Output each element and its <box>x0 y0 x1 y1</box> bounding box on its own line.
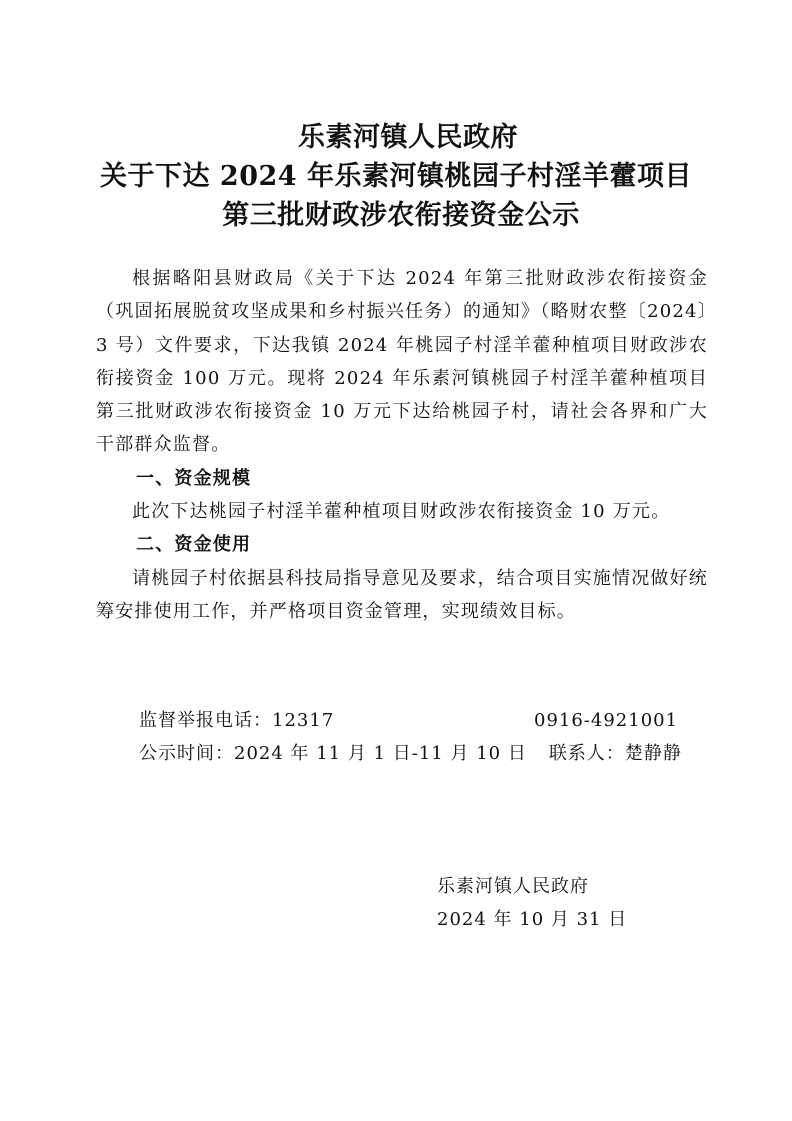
hotline-label: 监督举报电话： <box>139 710 272 731</box>
intro-paragraph: 根据略阳县财政局《关于下达 2024 年第三批财政涉农衔接资金（巩固拓展脱贫攻坚成果和乡村振兴任务）的通知》（略财农整〔2024〕3 号）文件要求，下达我镇 2024 年桃园子村淫羊藿种植项目财政涉农衔接资金 100 万元。现将 2024 年乐素河镇桃园子村淫羊藿种植项目第三批财政涉农衔接资金 10 万元下达给桃园子村，请社会各界和广大干部群众监督。 <box>96 268 708 456</box>
title-subject: 关于下达 2024 年乐素河镇桃园子村淫羊藿项目 <box>100 161 692 192</box>
title-issuer: 乐素河镇人民政府 <box>298 122 518 153</box>
period-label: 公示时间： <box>139 743 234 764</box>
contact-info <box>139 704 719 770</box>
signature-date: 2024 年 10 月 31 日 <box>437 909 628 930</box>
hotline-number-1: 12317 <box>272 710 335 731</box>
contact-person-name: 楚静静 <box>624 743 682 764</box>
document-body <box>96 262 708 628</box>
section2-paragraph: 请桃园子村依据县科技局指导意见及要求，结合项目实施情况做好统筹安排使用工作，并严格项目资金管理，实现绩效目标。 <box>96 567 708 622</box>
contact-person-label: 联系人： <box>548 743 625 764</box>
document-title <box>0 118 792 235</box>
section1-heading: 一、资金规模 <box>136 467 252 489</box>
period-value: 2024 年 11 月 1 日-11 月 10 日 <box>234 743 527 764</box>
period-row <box>139 737 719 770</box>
hotline-number-2: 0916-4921001 <box>534 710 679 731</box>
title-subject-cont: 第三批财政涉农衔接资金公示 <box>222 200 580 231</box>
signature-issuer: 乐素河镇人民政府 <box>437 876 589 897</box>
hotline-row <box>139 704 719 737</box>
signature-block <box>437 870 627 936</box>
section2-heading: 二、资金使用 <box>136 534 252 556</box>
section1-paragraph: 此次下达桃园子村淫羊藿种植项目财政涉农衔接资金 10 万元。 <box>132 501 671 523</box>
